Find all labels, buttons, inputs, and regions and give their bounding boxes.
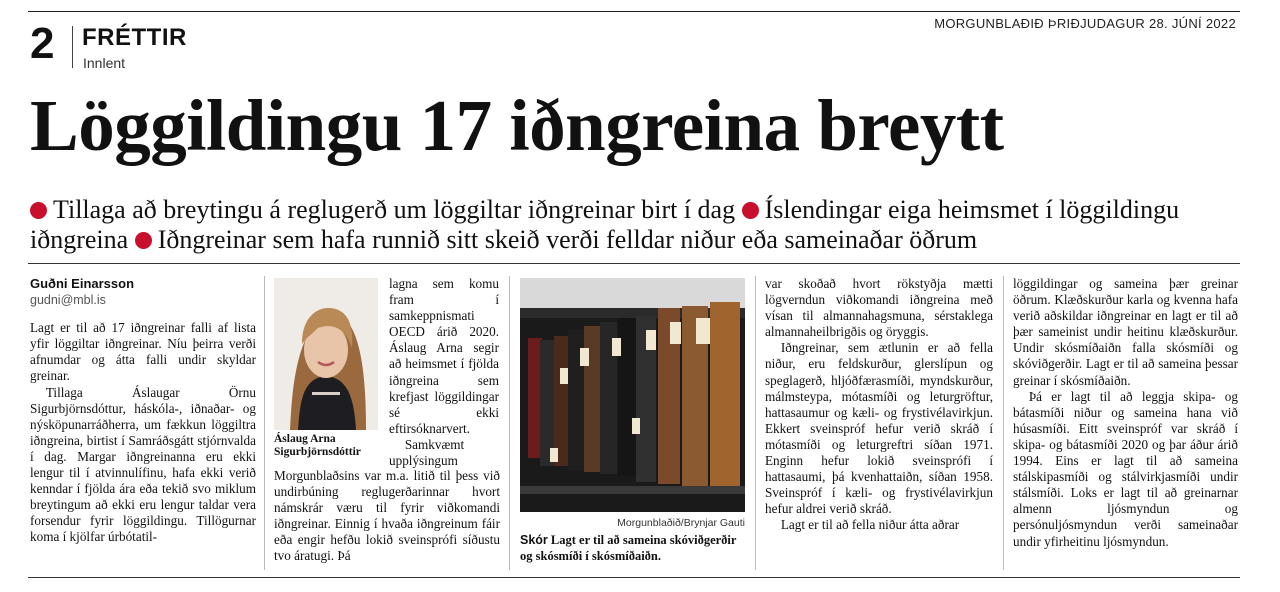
section-divider bbox=[72, 26, 73, 68]
paragraph: Morgunblaðsins var m.a. litið til þess við undirbúning reglugerðarinnar hvort námskrár væru til fyrir viðkomandi iðngreinar. Einnig í hvaða iðngreinum fáir eða engir hefðu lokið sveinsprófi síðustu tvo áratugi. Þá bbox=[274, 468, 500, 564]
column-2-bottom bbox=[274, 468, 500, 565]
paragraph: Lagt er til að fella niður átta aðrar bbox=[780, 517, 960, 533]
boots-caption bbox=[520, 532, 750, 564]
byline-name: Guðni Einarsson bbox=[30, 276, 135, 291]
paragraph: Lagt er til að 17 iðngreinar falli af lista yfir löggiltar iðngreinar. Níu þeirra verði afnumdar og átta falli undir skyldar greinar. bbox=[30, 320, 256, 384]
caption-text: Lagt er til að sameina skóviðgerðir og skósmíði í skósmíðaiðn. bbox=[520, 533, 737, 563]
boots-image bbox=[520, 278, 745, 512]
paragraph: lagna sem komu fram í samkeppnismati OECD árið 2020. Áslaug Arna segir að heimsmet í fjölda iðngreina sem krefjast löggildingar sé ekki eftirsóknarvert. bbox=[389, 276, 499, 436]
paragraph: var skoðað hvort rökstyðja mætti lögverndun viðkomandi iðngreina með vísan til almannahagsmuna, sérstaklega almannaheilbrigðis og öryggis. bbox=[765, 276, 993, 340]
headline: Löggildingu 17 iðngreina breytt bbox=[30, 85, 1004, 166]
subhead-3: Iðngreinar sem hafa runnið sitt skeið verði felldar niður eða sameinaðar öðrum bbox=[157, 225, 978, 254]
portrait-image bbox=[274, 278, 378, 430]
subsection-label: Innlent bbox=[83, 55, 126, 71]
paragraph: Tillaga Áslaugar Örnu Sigurbjörnsdóttur, háskóla-, iðnaðar- og nýsköpunarráðherra, um fækkun löggiltra iðngreina, birtist í Samráðsgátt stjórnvalda í dag. Margar iðngreinanna eru ekki lengur til í atvinnulífinu, hafa ekki verið kenndar í fjölda ára eða tekið svo miklum breytingum að ekki eru lengur taldar vera forsendur fyrir löggildingu. Tillögurnar koma í kjölfar úrbótatil- bbox=[30, 384, 256, 545]
bullet-dot-icon bbox=[742, 202, 759, 219]
column-rule bbox=[264, 276, 265, 570]
article-divider bbox=[28, 263, 1240, 264]
section-label: FRÉTTIR bbox=[82, 24, 187, 51]
subhead-2: Íslendingar eiga heimsmet í löggildingu iðngreina bbox=[30, 195, 1180, 254]
column-1 bbox=[30, 276, 256, 546]
caption-lead: Skór bbox=[520, 533, 548, 547]
boots-photo bbox=[520, 278, 745, 512]
column-rule bbox=[509, 276, 510, 570]
portrait-caption: Áslaug Arna Sigurbjörnsdóttir bbox=[274, 433, 361, 458]
portrait-photo bbox=[274, 278, 378, 430]
column-2-top bbox=[389, 276, 499, 469]
paragraph: Þá er lagt til að leggja skipa- og bátasmíði niður og sameina hana við húsasmíði. Eitt sveinspróf var skráð í skipa- og bátasmíði 2020 og þar áður árið 1994. Eins er lagt til að sameina stálskipasmíði og stálvirkjasmíði undir stálsmíði. Loks er lagt til að greinarnar almenn ljósmyndun og persónuljósmyndun verði sameinaðar undir yfirheitinu ljósmyndun. bbox=[1013, 388, 1238, 549]
column-rule bbox=[755, 276, 756, 570]
column-3 bbox=[765, 276, 993, 534]
paragraph: Samkvæmt upplýsingum bbox=[389, 436, 465, 469]
subheads bbox=[30, 195, 1245, 255]
column-rule bbox=[1003, 276, 1004, 570]
bullet-dot-icon bbox=[135, 232, 152, 249]
dateline: MORGUNBLAÐIÐ ÞRIÐJUDAGUR 28. JÚNÍ 2022 bbox=[934, 16, 1236, 31]
paragraph: Iðngreinar, sem ætlunin er að fella niður, eru feldskurður, glerslípun og speglagerð, hljóðfærasmíði, myndskurður, málmsteypa, mótasmíði og leturgröftur, hattasaumur og kæli- og frystivélavirkjun. Ekkert sveinspróf hefur verið skráð í mótasmíði og leturgreftri síðan 1971. Enginn hefur lokið sveinsprófi í hattasaumi, þá kvenhattaiðn, síðan 1958. Sveinspróf í kæli- og frystivélavirkjun hefur aldrei verið skráð. bbox=[765, 340, 993, 517]
top-rule bbox=[28, 11, 1240, 12]
subhead-1: Tillaga að breytingu á reglugerð um löggiltar iðngreinar birt í dag bbox=[53, 195, 736, 224]
paragraph: löggildingar og sameina þær greinar öðrum. Klæðskurður karla og kvenna hafa verið aðskildar iðngreinar en lagt er til að þær sameinist undir heitinu klæðskurður. Undir skósmíðaiðn falla skósmíði og skóviðgerðir. Lagt er til að sameina þessar greinar í skósmíðaiðn. bbox=[1013, 276, 1238, 388]
photo-credit: Morgunblaðið/Brynjar Gauti bbox=[617, 517, 745, 529]
page-number: 2 bbox=[30, 19, 55, 68]
bullet-dot-icon bbox=[30, 202, 47, 219]
column-4 bbox=[1013, 276, 1238, 550]
byline-email: gudni@mbl.is bbox=[30, 293, 106, 308]
bottom-rule bbox=[28, 577, 1240, 578]
